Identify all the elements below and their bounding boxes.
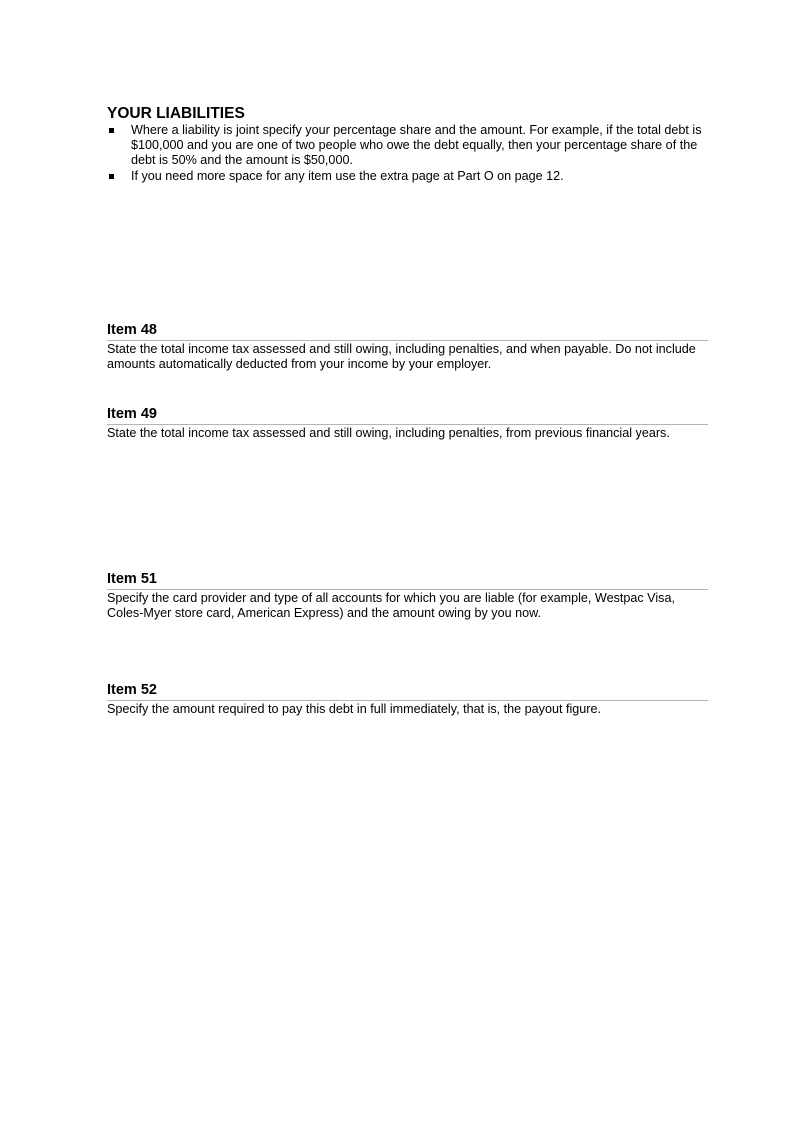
item-heading: Item 51: [107, 571, 708, 590]
instruction-text: If you need more space for any item use the extra page at Part O on page 12.: [131, 168, 564, 183]
item-description: State the total income tax assessed and still owing, including penalties, from previous financial years.: [107, 426, 670, 440]
square-bullet-icon: [109, 128, 114, 133]
instruction-item: [107, 123, 707, 169]
item-49: [107, 406, 708, 441]
instruction-text: Where a liability is joint specify your percentage share and the amount. For example, if the total debt is $100,000 and you are one of two people who owe the debt equally, then your percentage share of the debt is 50% and the amount is $50,000.: [131, 123, 702, 168]
item-52: [107, 682, 708, 717]
item-heading: Item 52: [107, 682, 708, 701]
item-heading: Item 49: [107, 406, 708, 425]
item-description: State the total income tax assessed and still owing, including penalties, and when payable. Do not include amounts automatically deducted from your income by your employer.: [107, 342, 696, 372]
item-48: [107, 322, 708, 372]
item-description: Specify the amount required to pay this debt in full immediately, that is, the payout figure.: [107, 702, 601, 716]
instruction-item: [107, 169, 707, 184]
instruction-list: [107, 123, 707, 184]
item-heading: Item 48: [107, 322, 708, 341]
item-51: [107, 571, 708, 621]
square-bullet-icon: [109, 174, 114, 179]
section-title: YOUR LIABILITIES: [107, 105, 245, 122]
item-description: Specify the card provider and type of all accounts for which you are liable (for example, Westpac Visa, Coles-Myer store card, American Express) and the amount owing by you now.: [107, 591, 675, 621]
